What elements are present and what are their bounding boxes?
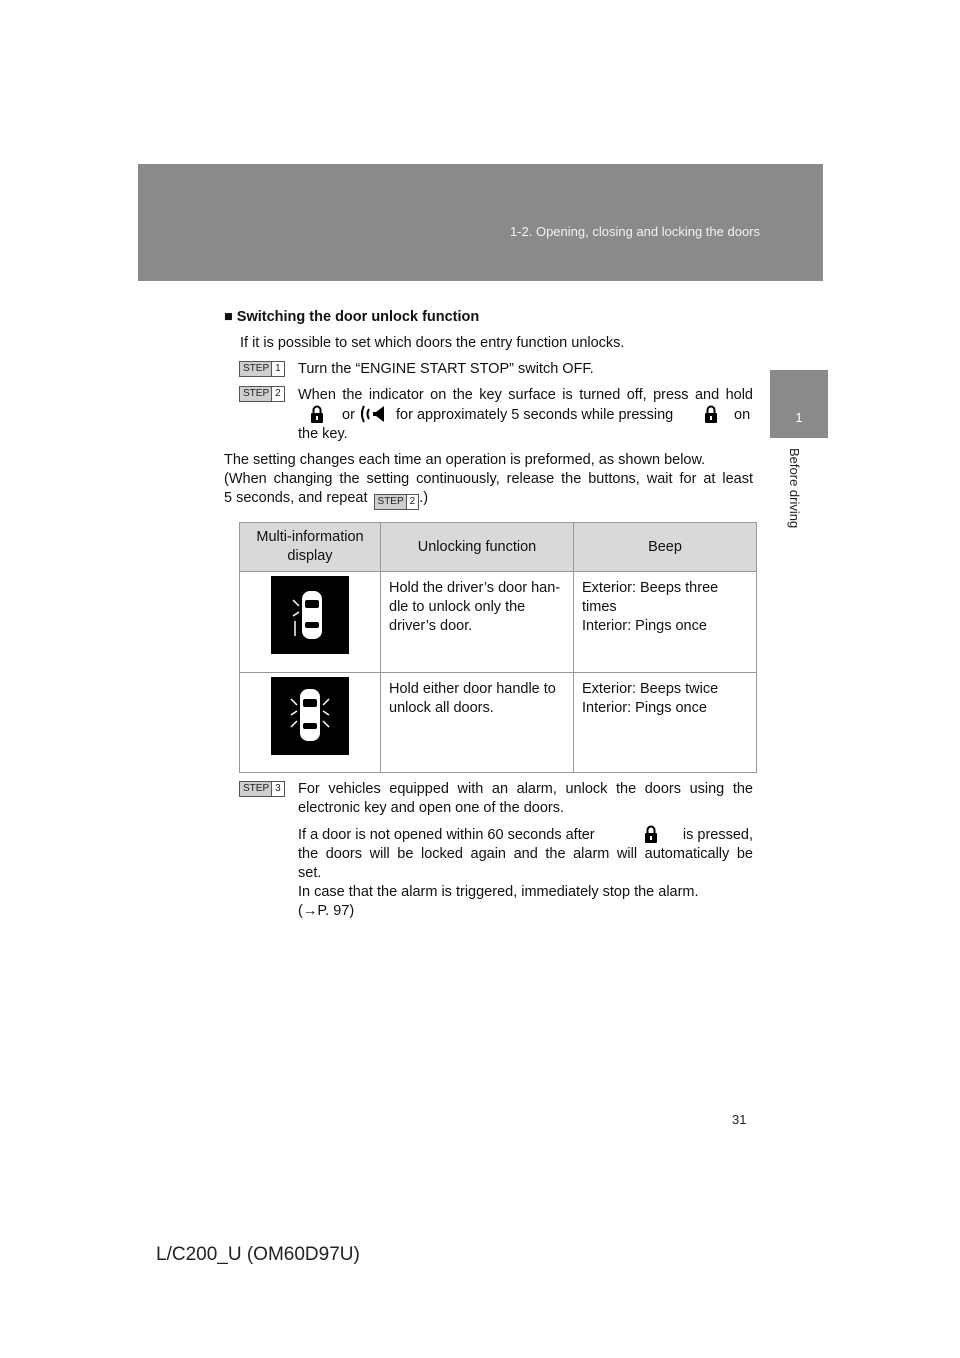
display-cell [240,673,381,773]
section-title: 1-2. Opening, closing and locking the doors [509,224,760,239]
chapter-label: Before driving [787,448,802,529]
intro-text: If it is possible to set which doors the entry function unlocks. [240,335,625,351]
alarm-note-part2: is pressed, [682,827,753,843]
table-row [240,572,757,673]
step3-line1: For vehicles equipped with an alarm, unlock the doors using the [298,781,753,797]
lock-icon [704,405,718,423]
model-code: L/C200_U (OM60D97U) [156,1244,360,1265]
lock-icon [644,825,658,843]
step2-or: or [342,407,355,423]
settings-paragraph-line1: The setting changes each time an operation is preformed, as shown below. [224,452,706,468]
page-reference-link[interactable]: (→P. 97) [298,903,355,919]
column-header: Unlocking function [381,523,574,572]
header-band [138,164,823,281]
settings-paragraph-line3: 5 seconds, and repeat STEP 2 .) [224,489,428,508]
beep-cell: Exterior: Beeps twice Interior: Pings once [574,673,757,773]
alarm-note-part1: If a door is not opened within 60 seconds after [298,827,595,843]
step-badge-2: STEP 2 [239,386,285,402]
unlocking-function-cell: Hold the driver’s door han-dle to unlock only the driver’s door. [381,572,574,673]
driver-door-unlock-display-icon [271,576,349,654]
step2-on: on [734,407,751,423]
settings-paragraph-line2: (When changing the setting continuously, release the buttons, wait for at least [224,471,753,487]
table-row [240,673,757,773]
step2-line3: the key. [298,426,348,442]
step-badge-3: STEP 3 [239,781,285,797]
table-header-row [240,523,757,572]
unlock-settings-table [239,522,757,773]
display-cell [240,572,381,673]
step1-text: Turn the “ENGINE START STOP” switch OFF. [298,361,594,377]
step3-line2: electronic key and open one of the doors. [298,800,565,816]
chapter-tab [770,370,828,438]
lock-icon [310,405,324,423]
step-badge-1: STEP 1 [239,361,285,377]
section-heading: ■ Switching the door unlock function [224,309,480,325]
square-bullet-icon: ■ [224,309,233,325]
remote-alarm-icon [360,404,388,424]
column-header: Multi-information display [240,523,381,572]
step2-duration-text: for approximately 5 seconds while pressing [396,407,674,423]
beep-cell: Exterior: Beeps three times Interior: Pings once [574,572,757,673]
step2-line1: When the indicator on the key surface is turned off, press and hold [298,387,753,403]
page-number: 31 [732,1112,747,1127]
all-doors-unlock-display-icon [271,677,349,755]
alarm-note-line2: the doors will be locked again and the alarm will automatically be [298,846,753,862]
step-badge-2-inline: STEP 2 [374,494,420,510]
alarm-note-line4: In case that the alarm is triggered, immediately stop the alarm. [298,884,699,900]
column-header: Beep [574,523,757,572]
unlocking-function-cell: Hold either door handle to unlock all doors. [381,673,574,773]
chapter-number: 1 [795,410,803,425]
alarm-note-line3: set. [298,865,322,881]
